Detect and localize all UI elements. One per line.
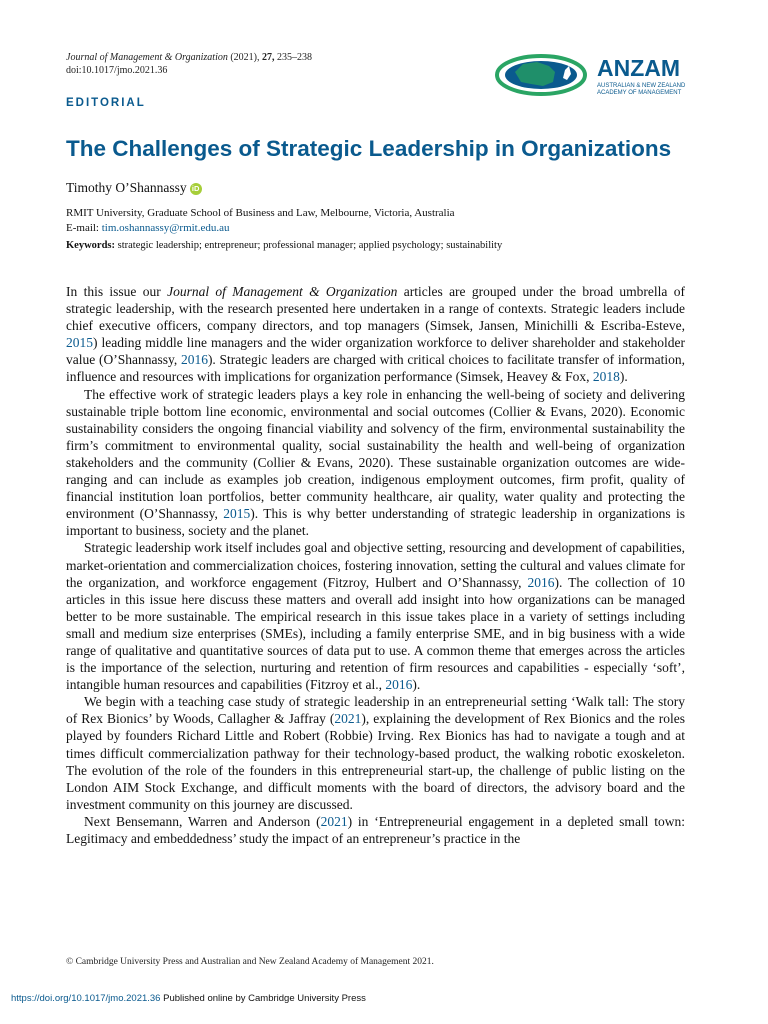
orcid-icon[interactable]: iD <box>190 183 202 195</box>
anzam-wordmark: ANZAM <box>597 55 681 81</box>
affiliation-block <box>66 206 455 235</box>
journal-year: (2021), <box>230 52 260 63</box>
email-label: E-mail: <box>66 221 99 234</box>
journal-name: Journal of Management & Organization <box>66 52 228 63</box>
journal-citation-line <box>66 51 312 64</box>
author-name: Timothy O’Shannassy <box>66 180 187 195</box>
footer-bar <box>11 993 366 1004</box>
body-paragraph-5: Next Bensemann, Warren and Anderson (2021) in ‘Entrepreneurial engagement in a depleted small town: Legitimacy and embeddedness’ study the impact of an entrepreneur’s practice in the <box>66 813 685 846</box>
citation-link[interactable]: 2018 <box>592 369 620 385</box>
citation-link[interactable]: 2015 <box>66 335 93 351</box>
affiliation-email-line <box>66 221 455 236</box>
affiliation-institution: RMIT University, Graduate School of Business and Law, Melbourne, Victoria, Australia <box>66 207 455 219</box>
keywords <box>66 240 502 251</box>
citation-link[interactable]: 2016 <box>385 677 413 693</box>
citation-link[interactable]: 2016 <box>527 574 555 590</box>
anzam-subtitle-2: ACADEMY OF MANAGEMENT <box>597 90 682 96</box>
article-body <box>66 283 685 847</box>
body-paragraph-1: In this issue our Journal of Management & Organization articles are grouped under the broad umbrella of strategic leadership, with the research presented here undertaken in a range of contexts. Strategic leaders include chief executive officers, company directors, and top managers (Simsek, Jansen, Minichilli & Escriba-Esteve, 2015) leading middle line managers and the wider organization workforce to deliver shareholder and stakeholder value (O’Shannassy, 2016). Strategic leaders are charged with critical choices to facilitate transfer of information, influence and resources with implications for organization performance (Simsek, Heavey & Fox, 2018). <box>66 284 685 385</box>
anzam-subtitle-1: AUSTRALIAN & NEW ZEALAND <box>597 83 686 89</box>
body-paragraph-2: The effective work of strategic leaders plays a key role in enhancing the well-being of society and delivering sustainable triple bottom line economic, environmental and social outcomes (Collier & Evans, 2020). Economic sustainability considers the ongoing financial viability and solvency of the firm, environmental sustainability the firm’s commitment to environmental quality, social sustainability the health and well-being of organization stakeholders and the community (Collier & Evans, 2020). These sustainable organization outcomes are wide-ranging and can include as examples job creation, indigenous employment outcomes, firm profit, quality of financial institution loan portfolios, better community healthcare, air quality, water quality and protecting the environment (O’Shannassy, 2015). This is why better understanding of strategic leadership in organizations is important to business, society and the planet. <box>66 386 685 539</box>
author-email-link[interactable]: tim.oshannassy@rmit.edu.au <box>101 221 230 234</box>
journal-name-italic: Journal of Management & Organization <box>167 284 398 299</box>
journal-pages: 235–238 <box>277 52 313 63</box>
published-online-text: Published online by Cambridge University Press <box>160 993 366 1004</box>
keywords-label: Keywords: <box>66 240 115 251</box>
author-line <box>66 180 202 196</box>
section-label: EDITORIAL <box>66 97 146 109</box>
journal-volume: 27, <box>262 52 275 63</box>
doi-link[interactable]: https://doi.org/10.1017/jmo.2021.36 <box>11 993 161 1004</box>
journal-doi: doi:10.1017/jmo.2021.36 <box>66 65 168 76</box>
anzam-logo <box>493 50 693 100</box>
journal-reference <box>66 51 312 77</box>
citation-link[interactable]: 2016 <box>180 352 208 368</box>
citation-link[interactable]: 2021 <box>320 813 348 829</box>
keywords-list: strategic leadership; entrepreneur; professional manager; applied psychology; sustainability <box>117 240 503 251</box>
body-paragraph-3: Strategic leadership work itself includes goal and objective setting, resourcing and development of capabilities, market-orientation and commercialization choices, fostering innovation, setting the cultural and values climate for the organization, and workforce engagement (Fitzroy, Hulbert and O’Shannassy, 2016). The collection of 10 articles in this issue here discuss these matters and overall add insight into how organizations can be managed better to be more sustainable. The empirical research in this issue takes place in a variety of settings including small and medium size enterprises (SMEs), including a family enterprise SME, and in big business with a wide range of qualitative and quantitative sources of data put to use. A common theme that emerges across the articles is the importance of the selection, nurturing and retention of firm resources and capabilities - especially ‘soft’, intangible human resources and capabilities (Fitzroy et al., 2016). <box>66 540 685 693</box>
article-title: The Challenges of Strategic Leadership in Organizations <box>66 136 672 161</box>
citation-link[interactable]: 2015 <box>223 506 251 522</box>
copyright-notice: © Cambridge University Press and Australian and New Zealand Academy of Management 2021. <box>66 957 434 967</box>
body-paragraph-4: We begin with a teaching case study of strategic leadership in an entrepreneurial setting ‘Walk tall: The story of Rex Bionics’ by Woods, Callagher & Jaffray (2021), explaining the development of Rex Bionics and the roles played by founders Richard Little and Robert (Robbie) Irving. Rex Bionics has had to navigate a tough and at times difficult commercialization pathway for their technology-based product, the walking robotic exoskeleton. The evolution of the role of the founders in this entrepreneurial start-up, the challenge of public listing on the London AIM Stock Exchange, and difficult moments with the board of directors, the advisory board and the investment community on this journey are discussed. <box>66 694 685 812</box>
citation-link[interactable]: 2021 <box>334 711 362 727</box>
